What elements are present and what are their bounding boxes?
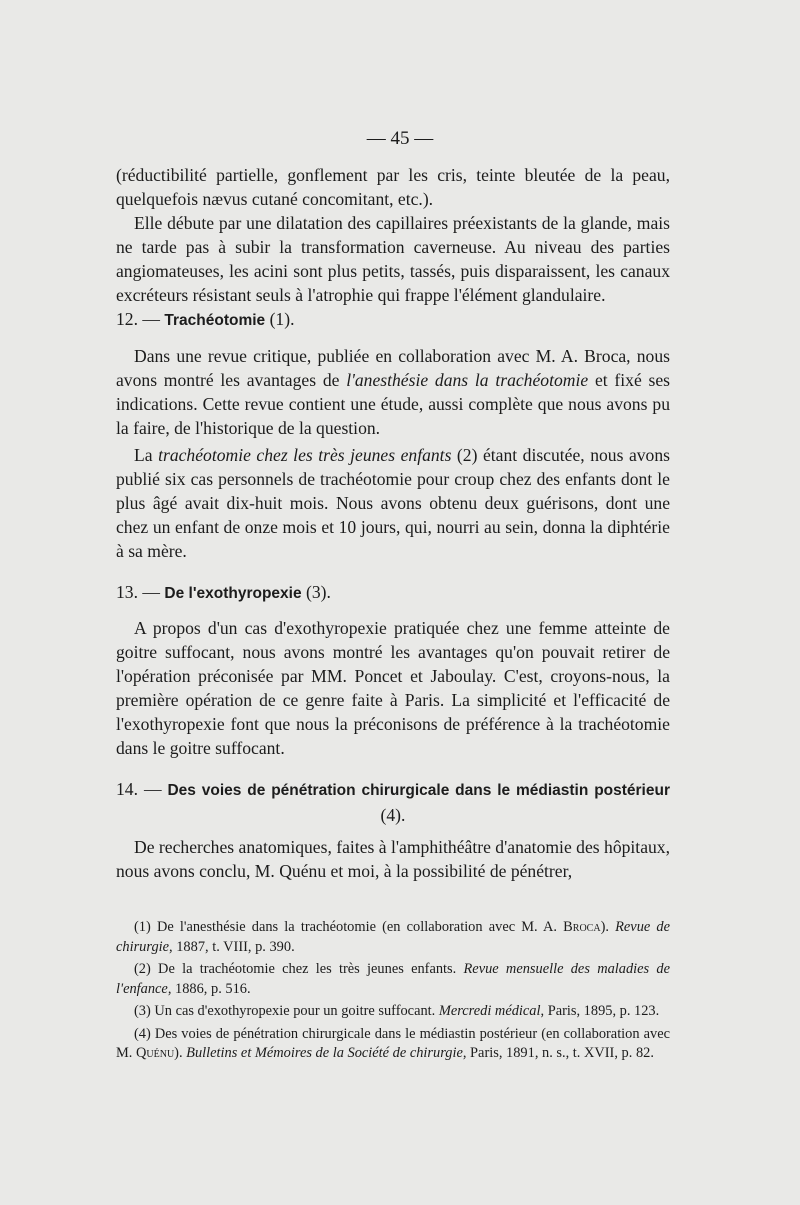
section-number: 12. — (116, 309, 160, 329)
section-heading-13 (116, 580, 670, 606)
section-title: De l'exothyropexie (164, 585, 302, 602)
body-text-top (116, 163, 670, 883)
footnote-1 (116, 918, 670, 957)
text-run: (1) De l'anesthésie dans la trachéotomie (en collaboration avec M. A. (134, 919, 564, 935)
page-number: — 45 — (366, 128, 434, 149)
section-number: 14. — (116, 779, 162, 799)
text-run: ). (600, 919, 609, 935)
text-run: et fixé ses indications. Cette revue contient une étude, aussi complète que nous avons pu la faire, de l'historique de la question. (116, 370, 671, 438)
small-caps-run: Broca (563, 919, 601, 935)
paragraph-tracheotomie (116, 344, 670, 440)
text-run: La (134, 445, 159, 465)
paragraph-exothyropexie: A propos d'un cas d'exothyropexie pratiquée chez une femme atteinte de goitre suffocant, nous avons montré les avantages qu'on pouvait retirer de l'opération préconisée par MM. Poncet et Jaboulay. C'est, croyons-nous, la première opération de ce genre faite à Paris. La simplicité et l'efficacité de l'exothyropexie font que nous la préconisons de préférence à la trachéotomie dans le goitre suffocant. (116, 618, 670, 758)
footnote-2 (116, 960, 670, 999)
text-run: , 1887, t. VIII, p. 390. (169, 938, 295, 955)
italic-run: trachéotomie chez les très jeunes enfants (158, 445, 452, 465)
section-ref: (1). (269, 309, 295, 329)
small-caps-run: Quénu (136, 1045, 175, 1061)
text-run: ). (174, 1045, 187, 1061)
section-heading-14 (116, 777, 670, 827)
italic-run: Revue de chirurgie (116, 919, 671, 955)
text-run: (4) Des voies de pénétration chirurgicale dans le médiastin postérieur (en collaboration avec M. (116, 1025, 670, 1061)
footnote-4 (116, 1025, 670, 1064)
paragraph-glande: Elle débute par une dilatation des capillaires préexistants de la glande, mais ne tarde pas à subir la transformation caverneuse. Au niveau des parties angiomateuses, les acini sont plus petits, tassés, puis disparaissent, les canaux excréteurs résistant seuls à l'atrophie qui frappe l'élément glandulaire. (116, 213, 670, 305)
italic-run: Mercredi médical (438, 1003, 541, 1019)
section-number: 13. — (116, 582, 160, 602)
italic-run: Revue mensuelle des maladies de l'enfance (116, 961, 671, 997)
section-ref: (4). (380, 805, 406, 825)
text-run: , Paris, 1891, n. s., t. XVII, p. 82. (462, 1045, 654, 1061)
italic-run: Bulletins et Mémoires de la Société de chirurgie (186, 1045, 463, 1061)
text-run: Dans une revue critique, publiée en collaboration avec M. A. Broca, nous avons montré les avantages de (116, 346, 670, 390)
paragraph-continued: (réductibilité partielle, gonflement par les cris, teinte bleutée de la peau, quelquefois nævus cutané concomitant, etc.). (116, 165, 670, 209)
footnote-3 (116, 1002, 670, 1022)
text-run: , 1886, p. 516. (167, 980, 251, 997)
text-run: (2) De la trachéotomie chez les très jeunes enfants. (134, 961, 464, 977)
section-title: Des voies de pénétration chirurgicale dans le médiastin postérieur (167, 782, 670, 799)
section-title: Trachéotomie (164, 312, 266, 329)
italic-run: l'anesthésie dans la trachéotomie (346, 370, 589, 390)
footnotes (116, 918, 670, 1064)
section-heading-12 (116, 307, 670, 333)
text-run: , Paris, 1895, p. 123. (540, 1003, 660, 1019)
paragraph-mediastin: De recherches anatomiques, faites à l'amphithéâtre d'anatomie des hôpitaux, nous avons conclu, M. Quénu et moi, à la possibilité de pénétrer, (116, 837, 670, 881)
text-run: (3) Un cas d'exothyropexie pour un goitre suffocant. (134, 1003, 439, 1019)
section-ref: (3). (306, 582, 331, 602)
paragraph-jeunes-enfants (116, 443, 670, 563)
text-run: (2) étant discutée, nous avons publié six cas personnels de trachéotomie pour croup chez des enfants dont le plus âgé avait dix-huit mois. Nous avons obtenu deux guérisons, dont une chez un enfant de onze mois et 10 jours, qui, nourri au sein, donna la diphtérie à sa mère. (116, 445, 670, 561)
